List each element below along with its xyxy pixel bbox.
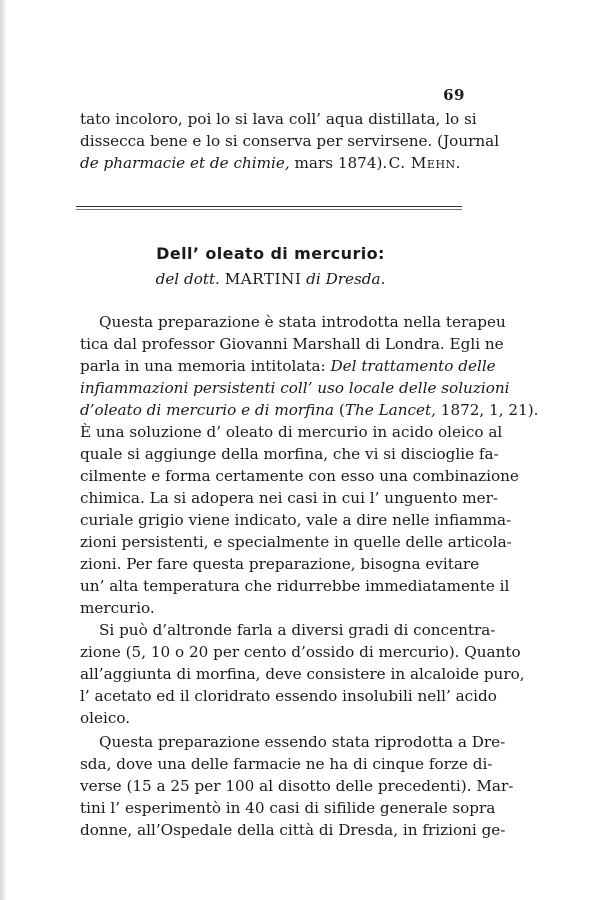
body-line-4-italic: infiammazioni persistenti coll’ uso locale delle soluzioni [80,379,510,397]
body-line-5-italic: d’oleato di mercurio e di morfina [80,401,335,419]
body-line-16: zione (5, 10 o 20 per cento d’ossido di mercurio). Quanto [80,643,521,661]
body-line-3-italic: Del trattamento delle [330,357,496,375]
separator-rule-2 [76,209,462,210]
subtitle-di: di [306,270,321,288]
body-line-5-journal: The Lancet, [344,401,436,419]
body-line-15: Si può d’altronde farla a diversi gradi di concentra- [99,621,496,639]
intro-line-1: tato incoloro, poi lo si lava coll’ aqua distillata, lo si [80,110,477,128]
body-line-5-rest: 1872, 1, 21). [435,401,539,419]
body-line-3 [80,355,496,377]
body-line-22: verse (15 a 25 per 100 al disotto delle precedenti). Mar- [80,777,514,795]
journal-date: mars 1874). [289,154,388,172]
body-line-4 [80,377,510,399]
body-line-5 [80,399,539,421]
separator-rule [76,206,462,207]
body-line-1: Questa preparazione è stata introdotta nella terapeu [99,313,506,331]
body-line-2: tica dal professor Giovanni Marshall di Londra. Egli ne [80,335,504,353]
body-line-13: un’ alta temperatura che ridurrebbe immediatamente il [80,577,510,595]
body-line-21: sda, dove una delle farmacie ne ha di cinque forze di- [80,755,493,773]
page-number: 69 [443,86,465,104]
body-line-17: all’aggiunta di morfina, deve consistere in alcaloide puro, [80,665,525,683]
body-line-11: zioni persistenti, e specialmente in quelle delle articola- [80,533,512,551]
body-line-23: tini l’ esperimentò in 40 casi di sifilide generale sopra [80,799,496,817]
body-line-10: curiale grigio viene indicato, vale a dire nelle infiamma- [80,511,512,529]
subtitle-prefix: del dott. [155,270,220,288]
author-signature: C. Mehn. [388,154,461,172]
body-line-14: mercurio. [80,599,155,617]
body-line-3-plain: parla in una memoria intitolata: [80,357,326,375]
article-title: Dell’ oleato di mercurio: [156,244,385,263]
page-binding-shadow [0,0,6,900]
body-line-9: chimica. La si adopera nei casi in cui l’ unguento mer- [80,489,498,507]
body-line-12: zioni. Per fare questa preparazione, bisogna evitare [80,555,480,573]
body-line-6: È una soluzione d’ oleato di mercurio in acido oleico al [80,423,503,441]
body-line-18: l’ acetato ed il cloridrato essendo insolubili nell’ acido [80,687,497,705]
subtitle-author: MARTINI [224,270,302,288]
intro-line-2: dissecca bene e lo si conserva per servirsene. (Journal [80,132,500,150]
body-line-24: donne, all’Ospedale della città di Dresda, in frizioni ge- [80,821,506,839]
body-line-8: cilmente e forma certamente con esso una combinazione [80,467,519,485]
body-line-20: Questa preparazione essendo stata riprodotta a Dre- [99,733,506,751]
journal-name: de pharmacie et de chimie, [80,154,290,172]
intro-line-3 [80,152,461,174]
body-line-19: oleico. [80,709,131,727]
body-line-7: quale si aggiunge della morfina, che vi si discioglie fa- [80,445,499,463]
article-subtitle [80,270,461,288]
subtitle-place: Dresda. [325,270,386,288]
body-line-5-open: ( [334,401,345,419]
